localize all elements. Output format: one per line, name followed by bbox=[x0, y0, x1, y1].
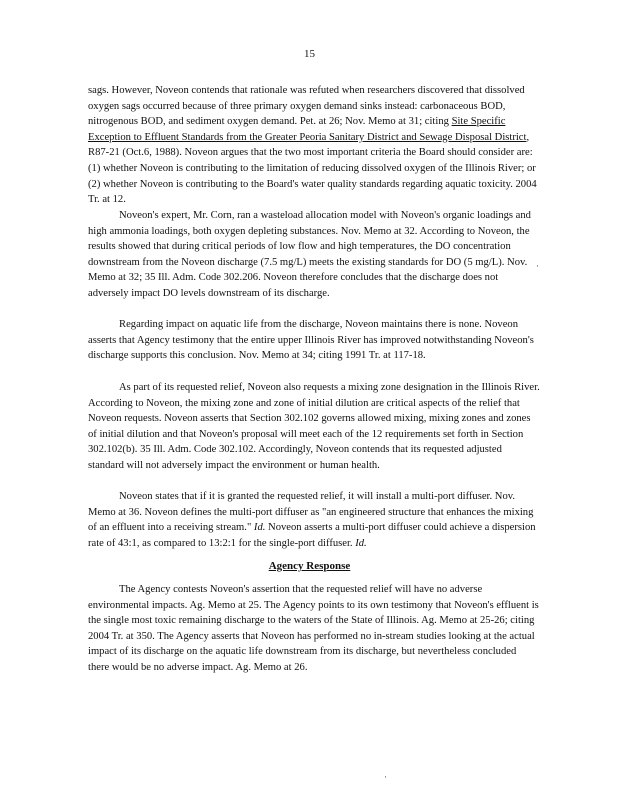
paragraph-1 bbox=[88, 83, 540, 208]
paragraph-5-part-c: Noveon asserts a multi-port diffuser could achieve a dispersion rate of 43:1, as compared to 13:2:1 for the single-port diffuser. bbox=[88, 522, 536, 549]
id-citation-1: Id. bbox=[253, 522, 266, 534]
section-heading: Agency Response bbox=[268, 560, 351, 572]
paragraph-4 bbox=[88, 380, 540, 474]
scan-speck: · bbox=[536, 261, 539, 271]
scan-speck: · bbox=[384, 772, 387, 782]
paragraph-1-part-c: , R87-21 (Oct.6, 1988). Noveon argues that the two most important criteria the Board should consider are: (1) whether Noveon is contributing to the limitation of reducing dissolved oxygen of the Illinois River; or (2) whether Noveon is contributing to the Board's water quality standards regarding aquatic toxicity. 2004 Tr. at 12. bbox=[88, 131, 537, 206]
paragraph-4-text: As part of its requested relief, Noveon also requests a mixing zone designation in the Illinois River. According to Noveon, the mixing zone and zone of initial dilution are critical aspects of the relief that Noveon requests. Noveon asserts that Section 302.102 governs allowed mixing, mixing zones and zones of initial dilution and that Noveon's proposal will meet each of the 12 requirements set forth in Section 302.102(b). 35 Ill. Adm. Code 302.102. Accordingly, Noveon contends that its requested adjusted standard will not adversely impact the environment or human health. bbox=[88, 382, 540, 471]
paragraph-5 bbox=[88, 489, 540, 551]
paragraph-2 bbox=[88, 208, 540, 302]
paragraph-2-text: Noveon's expert, Mr. Corn, ran a wasteload allocation model with Noveon's organic loadings and high ammonia loadings, both oxygen depleting substances. Nov. Memo at 32. According to Noveon, the results showed that during critical periods of low flow and high temperatures, the DO concentration downstream from the Noveon discharge (7.5 mg/L) meets the existing standards for DO (5 mg/L). Nov. Memo at 32; 35 Ill. Adm. Code 302.206. Noveon therefore concludes that the discharge does not adversely impact DO levels downstream of its discharge. bbox=[88, 210, 531, 299]
case-citation: Site Specific Exception to Effluent Standards from the Greater Peoria Sanitary District and Sewage Disposal District bbox=[88, 116, 527, 143]
agency-paragraph-text: The Agency contests Noveon's assertion that the requested relief will have no adverse environmental impacts. Ag. Memo at 25. The Agency points to its own testimony that Noveon's effluent is the single most toxic remaining discharge to the waters of the State of Illinois. Ag. Memo at 25-26; citing 2004 Tr. at 350. The Agency asserts that Noveon has performed no in-stream studies looking at the actual impact of its discharge on the aquatic life downstream from its discharge, but nevertheless concluded there would be no adverse impact. Ag. Memo at 26. bbox=[88, 584, 539, 673]
paragraph-5-part-a: Noveon states that if it is granted the requested relief, it will install a multi-port diffuser. Nov. Memo at 36. Noveon defines the multi-port diffuser as "an engineered structure that enhances the mixing of an effluent into a receiving stream." bbox=[88, 491, 534, 534]
id-citation-2: Id. bbox=[355, 537, 367, 549]
page-number: 15 bbox=[304, 48, 315, 60]
paragraph-1-part-a: sags. However, Noveon contends that rationale was refuted when researchers discovered that dissolved oxygen sags occurred because of three primary oxygen demand sinks instead: carbonaceous BOD, nitrogenous BOD, and sediment oxygen demand. Pet. at 26; Nov. Memo at 31; citing bbox=[88, 85, 525, 128]
paragraph-3-text: Regarding impact on aquatic life from the discharge, Noveon maintains there is none. Noveon asserts that Agency testimony that the entire upper Illinois River has improved notwithstanding Noveon's discharge supports this conclusion. Nov. Memo at 34; citing 1991 Tr. at 117-18. bbox=[88, 319, 534, 362]
agency-paragraph bbox=[88, 582, 540, 676]
paragraph-3 bbox=[88, 317, 540, 364]
